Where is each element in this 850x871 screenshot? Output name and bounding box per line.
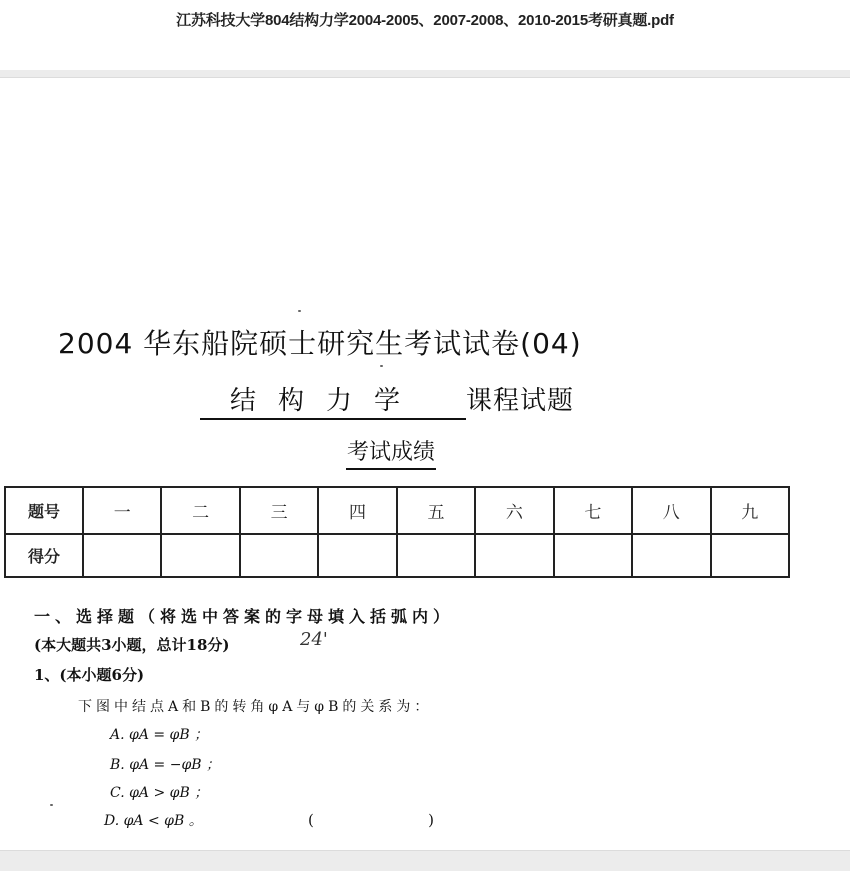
score-cell xyxy=(240,534,318,577)
score-cell xyxy=(632,534,710,577)
option-b: B. φA = −φB ； xyxy=(110,757,221,773)
exam-title: 2004 华东船院硕士研究生考试试卷(04) xyxy=(58,327,582,360)
score-cell xyxy=(475,534,553,577)
score-cell xyxy=(318,534,396,577)
option-a: A. φA = φB ； xyxy=(110,727,209,743)
question-section-title: 一、选择题（将选中答案的字母填入括弧内） xyxy=(34,607,455,626)
table-row-label: 得分 xyxy=(5,534,83,577)
table-column-header: 六 xyxy=(475,487,553,534)
table-column-header: 四 xyxy=(318,487,396,534)
answer-paren-open: ( xyxy=(308,811,314,829)
question-number: 1、(本小题6分) xyxy=(34,666,145,684)
scan-speck xyxy=(50,804,53,806)
scan-speck xyxy=(298,310,301,312)
score-cell xyxy=(397,534,475,577)
score-heading: 考试成绩 xyxy=(346,438,436,470)
score-cell xyxy=(711,534,790,577)
table-row xyxy=(5,534,789,577)
table-column-header: 三 xyxy=(240,487,318,534)
question-section-note: (本大题共3小题，总计18分) xyxy=(34,636,230,654)
scan-speck xyxy=(380,365,383,367)
table-column-header: 一 xyxy=(83,487,161,534)
score-cell xyxy=(161,534,239,577)
handwritten-score-mark: 24' xyxy=(300,629,328,650)
question-text: 下图中结点A和B的转角φA与φB的关系为： xyxy=(78,699,433,715)
option-d: D. φA < φB 。 xyxy=(104,813,203,829)
page-separator-bottom xyxy=(0,850,850,871)
page-separator-top xyxy=(0,70,850,78)
pdf-page[interactable] xyxy=(0,78,850,850)
table-column-header: 二 xyxy=(161,487,239,534)
course-name: 结构力学 xyxy=(200,384,466,420)
score-cell xyxy=(83,534,161,577)
table-column-header: 五 xyxy=(397,487,475,534)
table-column-header: 九 xyxy=(711,487,790,534)
course-line xyxy=(200,380,574,420)
table-column-header: 八 xyxy=(632,487,710,534)
answer-paren-close: ) xyxy=(428,811,434,829)
document-title: 江苏科技大学804结构力学2004-2005、2007-2008、2010-2015考研真题.pdf xyxy=(176,12,674,29)
table-column-header: 七 xyxy=(554,487,632,534)
table-row xyxy=(5,487,789,534)
document-header xyxy=(0,0,850,70)
score-table xyxy=(4,486,790,578)
option-c: C. φA > φB ； xyxy=(110,785,209,801)
course-suffix: 课程试题 xyxy=(466,386,575,416)
score-cell xyxy=(554,534,632,577)
table-header-label: 题号 xyxy=(5,487,83,534)
